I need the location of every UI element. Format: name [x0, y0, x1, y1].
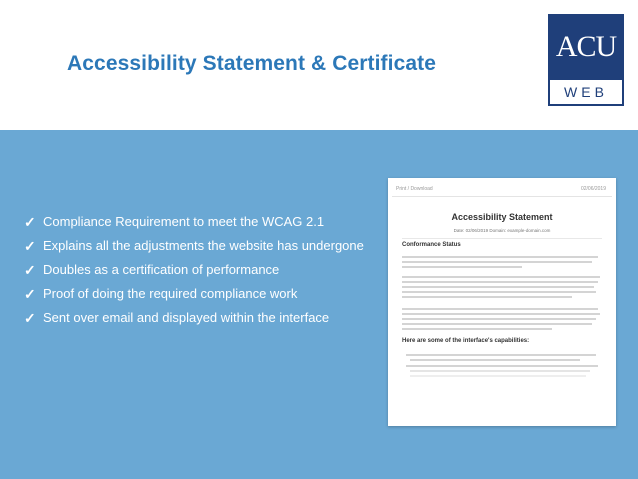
preview-date: 02/06/2019 [580, 186, 606, 192]
checkmark-icon: ✓ [24, 286, 36, 302]
preview-text-line [402, 266, 522, 268]
preview-text-line [410, 359, 580, 361]
preview-text-line [402, 261, 592, 263]
checkmark-icon: ✓ [24, 214, 36, 230]
print-download-button[interactable]: Print / Download [396, 186, 433, 192]
preview-text-line [402, 281, 598, 283]
preview-meta: Date: 02/06/2019 Domain: example-domain.com [453, 228, 551, 233]
checkmark-icon: ✓ [24, 238, 36, 254]
preview-text-line [402, 276, 600, 278]
preview-text-line [402, 308, 598, 310]
list-item: ✓ Explains all the adjustments the website has undergone [24, 234, 393, 258]
preview-heading: Accessibility Statement [451, 212, 553, 222]
logo-bottom-text: WEB [550, 80, 622, 104]
preview-text-line [410, 375, 586, 377]
logo-top-text: ACU [555, 30, 617, 63]
checkmark-icon: ✓ [24, 262, 36, 278]
preview-text-line [402, 286, 594, 288]
preview-text-line [402, 318, 596, 320]
preview-toolbar [392, 182, 612, 197]
list-item: ✓ Doubles as a certification of performance [24, 258, 393, 282]
statement-preview [388, 178, 616, 426]
preview-text-line [410, 370, 590, 372]
preview-text-line [402, 296, 572, 298]
acu-web-logo [548, 14, 624, 106]
preview-text-line [406, 354, 596, 356]
list-item: ✓ Sent over email and displayed within the interface [24, 306, 393, 330]
slide-title: Accessibility Statement & Certificate [67, 52, 436, 75]
preview-text-line [402, 328, 552, 330]
preview-text-line [402, 323, 592, 325]
preview-section-heading: Conformance Status [402, 242, 461, 248]
list-item: ✓ Compliance Requirement to meet the WCAG 2.1 [24, 210, 393, 234]
list-item: ✓ Proof of doing the required compliance work [24, 282, 393, 306]
checkmark-icon: ✓ [24, 310, 36, 326]
slide-header [0, 0, 638, 130]
feature-list [24, 210, 393, 330]
preview-text-line [402, 313, 600, 315]
preview-divider [402, 238, 602, 239]
preview-text-line [406, 365, 598, 367]
preview-text-line [402, 291, 596, 293]
preview-text-line [402, 256, 598, 258]
preview-section-heading: Here are some of the interface's capabilities: [402, 338, 530, 344]
